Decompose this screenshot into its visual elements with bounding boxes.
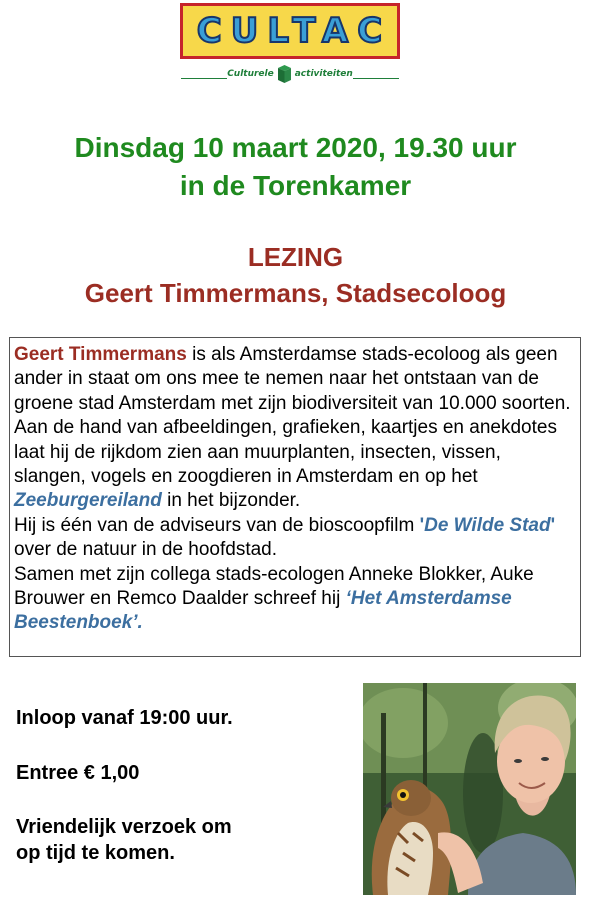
request-line-2: op tijd te komen. — [16, 842, 175, 864]
logo-tagline — [180, 64, 400, 84]
place-name: Zeeburgereiland — [14, 490, 162, 512]
film-title: De Wilde Stad — [424, 514, 551, 536]
event-location: in de Torenkamer — [179, 170, 412, 201]
tagline-culturele: Culturele — [227, 69, 274, 79]
lecture-speaker: Geert Timmermans, Stadsecoloog — [84, 278, 507, 308]
bio-text-4a: Samen met zijn collega stads-ecologen Anneke Blokker, Auke Brouwer en Remco Daalder schreef hij — [14, 563, 534, 610]
lecture-type: LEZING — [247, 242, 344, 272]
bio-text-3a: Hij is één van de adviseurs van de bioscoopfilm — [14, 514, 420, 536]
entry-price: Entree € 1,00 — [16, 762, 140, 784]
bio-paragraph-4 — [14, 563, 576, 636]
bio-text-2a: Aan de hand van afbeeldingen, grafieken, kaartjes en anekdotes laat hij de rijkdom zien aan muurplanten, insecten, vissen, slangen, vogels en zoogdieren in Amsterdam en op het — [14, 417, 557, 488]
bio-paragraph-2 — [14, 416, 576, 514]
cultac-logo — [180, 3, 400, 59]
bio-text-2b: in het bijzonder. — [161, 490, 301, 512]
event-date: Dinsdag 10 maart 2020, 19.30 uur — [74, 132, 517, 163]
bio-box — [9, 337, 581, 657]
book-title: ‘Het Amsterdamse Beestenboek’. — [14, 588, 512, 634]
bio-paragraph-1 — [14, 343, 576, 416]
film-quote-open: ' — [419, 514, 425, 536]
bio-text-3b: over de natuur in de hoofdstad. — [14, 539, 278, 561]
logo-text: CULTAC — [196, 11, 392, 51]
speaker-name: Geert Timmermans — [14, 344, 187, 365]
tagline-rule-left — [181, 78, 227, 79]
speaker-photo — [363, 683, 576, 895]
walk-in-time: Inloop vanaf 19:00 uur. — [16, 707, 233, 729]
request-line-1: Vriendelijk verzoek om — [16, 816, 232, 838]
bio-text-1: is als Amsterdamse stads-ecoloog als geen ander in staat om ons mee te nemen naar het ontstaan van de groene stad Amsterdam met zijn biodiversiteit van 10.000 soorten. — [14, 344, 571, 414]
cube-icon — [278, 65, 291, 83]
bio-paragraph-3 — [14, 514, 576, 563]
portrait-with-hawk-icon — [363, 683, 576, 895]
tagline-rule-right — [353, 78, 399, 79]
film-quote-close: ' — [550, 514, 556, 536]
tagline-activiteiten: activiteiten — [294, 69, 353, 79]
